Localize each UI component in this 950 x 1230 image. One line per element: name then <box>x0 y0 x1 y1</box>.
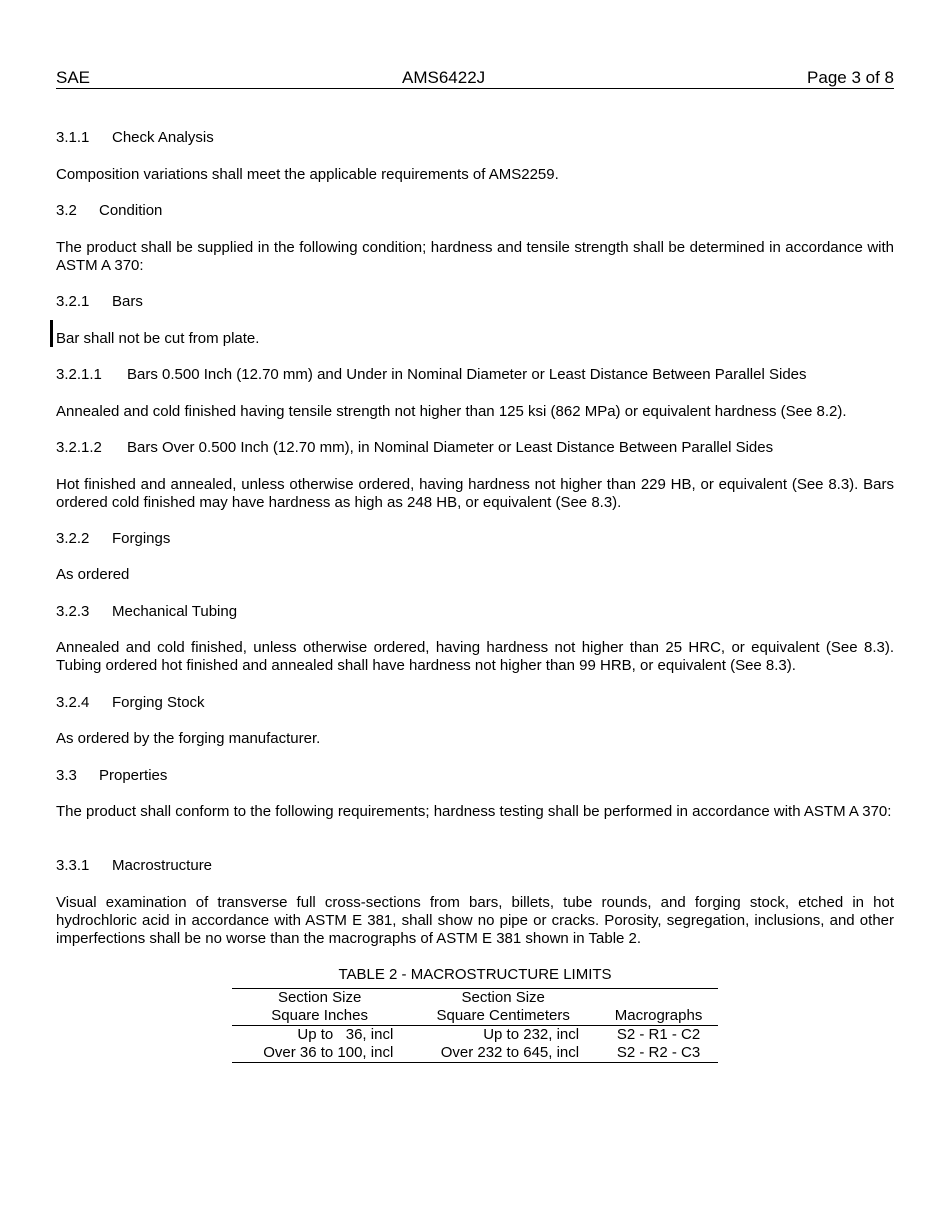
section-title: Mechanical Tubing <box>112 603 238 620</box>
section-title: Bars Over 0.500 Inch (12.70 mm), in Nominal Diameter or Least Distance Between Parallel Sides <box>127 439 774 456</box>
paragraph-3-2-1-1: Annealed and cold finished having tensile strength not higher than 125 ksi (862 MPa) or equivalent hardness (See 8.2). <box>56 403 847 420</box>
paragraph-3-1-1: Composition variations shall meet the applicable requirements of AMS2259. <box>56 166 559 183</box>
header-cell: Square Centimeters <box>407 1007 599 1026</box>
table-header-row <box>232 1007 718 1026</box>
paragraph-3-2-1: Bar shall not be cut from plate. <box>56 330 260 347</box>
heading-3-2-1 <box>56 293 894 311</box>
table-row <box>232 1026 718 1045</box>
section-number: 3.2.4 <box>56 694 90 711</box>
header-org: SAE <box>56 68 91 87</box>
paragraph-3-2-4: As ordered by the forging manufacturer. <box>56 730 321 747</box>
table-cell: Up to 232, incl <box>483 1026 580 1043</box>
header-cell: Macrographs <box>599 1007 718 1026</box>
header-page-number: Page 3 of 8 <box>807 68 894 87</box>
header-cell: Section Size <box>407 989 599 1008</box>
section-title: Macrostructure <box>112 857 213 874</box>
header-doc-number: AMS6422J <box>402 68 486 87</box>
paragraph-3-3-1: Visual examination of transverse full cross-sections from bars, billets, tube rounds, and forging stock, etched in hot hydrochloric acid in accordance with ASTM E 381, shall show no pipe or cracks. Porosity, segregation, inclusions, and other imperfections shall be no worse than the macrographs of ASTM E 381 shown in Table 2. <box>56 894 894 947</box>
table-cell: S2 - R1 - C2 <box>616 1026 701 1043</box>
section-title: Bars 0.500 Inch (12.70 mm) and Under in Nominal Diameter or Least Distance Between Parallel Sides <box>127 366 807 383</box>
section-number: 3.1.1 <box>56 129 90 146</box>
heading-3-2-4 <box>56 694 894 712</box>
table-cell: S2 - R2 - C3 <box>599 1044 718 1063</box>
table-cell: Over 232 to 645, incl <box>407 1044 599 1063</box>
section-number: 3.3.1 <box>56 857 90 874</box>
heading-3-2-2 <box>56 530 894 548</box>
table-header-row <box>232 989 718 1008</box>
revision-change-bar <box>50 320 53 347</box>
header-cell: Section Size <box>232 989 407 1008</box>
heading-3-1-1 <box>56 129 894 147</box>
heading-3-3 <box>56 767 894 785</box>
heading-3-2-1-2 <box>56 439 894 457</box>
paragraph-3-2-2: As ordered <box>56 566 130 583</box>
section-number: 3.2.1.1 <box>56 366 102 383</box>
paragraph-3-2-1-2: Hot finished and annealed, unless otherwise ordered, having hardness not higher than 229 HB, or equivalent (See 8.3). Bars ordered cold finished may have hardness as high as 248 HB, or equivalent (See 8.3). <box>56 476 894 511</box>
page-header <box>56 68 894 89</box>
section-title: Bars <box>112 293 143 310</box>
table-row <box>232 1044 718 1063</box>
table-cell: Up to 36, incl <box>297 1026 394 1043</box>
table-2-caption: TABLE 2 - MACROSTRUCTURE LIMITS <box>338 966 612 983</box>
section-number: 3.3 <box>56 767 77 784</box>
section-number: 3.2.3 <box>56 603 90 620</box>
paragraph-3-2: The product shall be supplied in the following condition; hardness and tensile strength shall be determined in accordance with ASTM A 370: <box>56 239 894 274</box>
paragraph-3-3: The product shall conform to the following requirements; hardness testing shall be performed in accordance with ASTM A 370: <box>56 803 892 820</box>
heading-3-2-1-1 <box>56 366 894 384</box>
heading-3-2 <box>56 202 894 220</box>
section-number: 3.2.2 <box>56 530 90 547</box>
header-cell <box>599 989 718 1008</box>
section-title: Check Analysis <box>112 129 214 146</box>
heading-3-2-3 <box>56 603 894 621</box>
section-title: Forging Stock <box>112 694 205 711</box>
section-title: Forgings <box>112 530 171 547</box>
section-number: 3.2 <box>56 202 77 219</box>
paragraph-3-2-3: Annealed and cold finished, unless otherwise ordered, having hardness not higher than 25 HRC, or equivalent (See 8.3). Tubing ordered hot finished and annealed shall have hardness not higher than 99 HRB, or equivalent (See 8.3). <box>56 639 894 674</box>
table-cell: Over 36 to 100, incl <box>232 1044 407 1063</box>
header-cell: Square Inches <box>232 1007 407 1026</box>
section-title: Condition <box>99 202 163 219</box>
section-title: Properties <box>99 767 168 784</box>
section-number: 3.2.1.2 <box>56 439 102 456</box>
section-number: 3.2.1 <box>56 293 90 310</box>
macrostructure-limits-table <box>232 988 718 1063</box>
heading-3-3-1 <box>56 857 894 875</box>
